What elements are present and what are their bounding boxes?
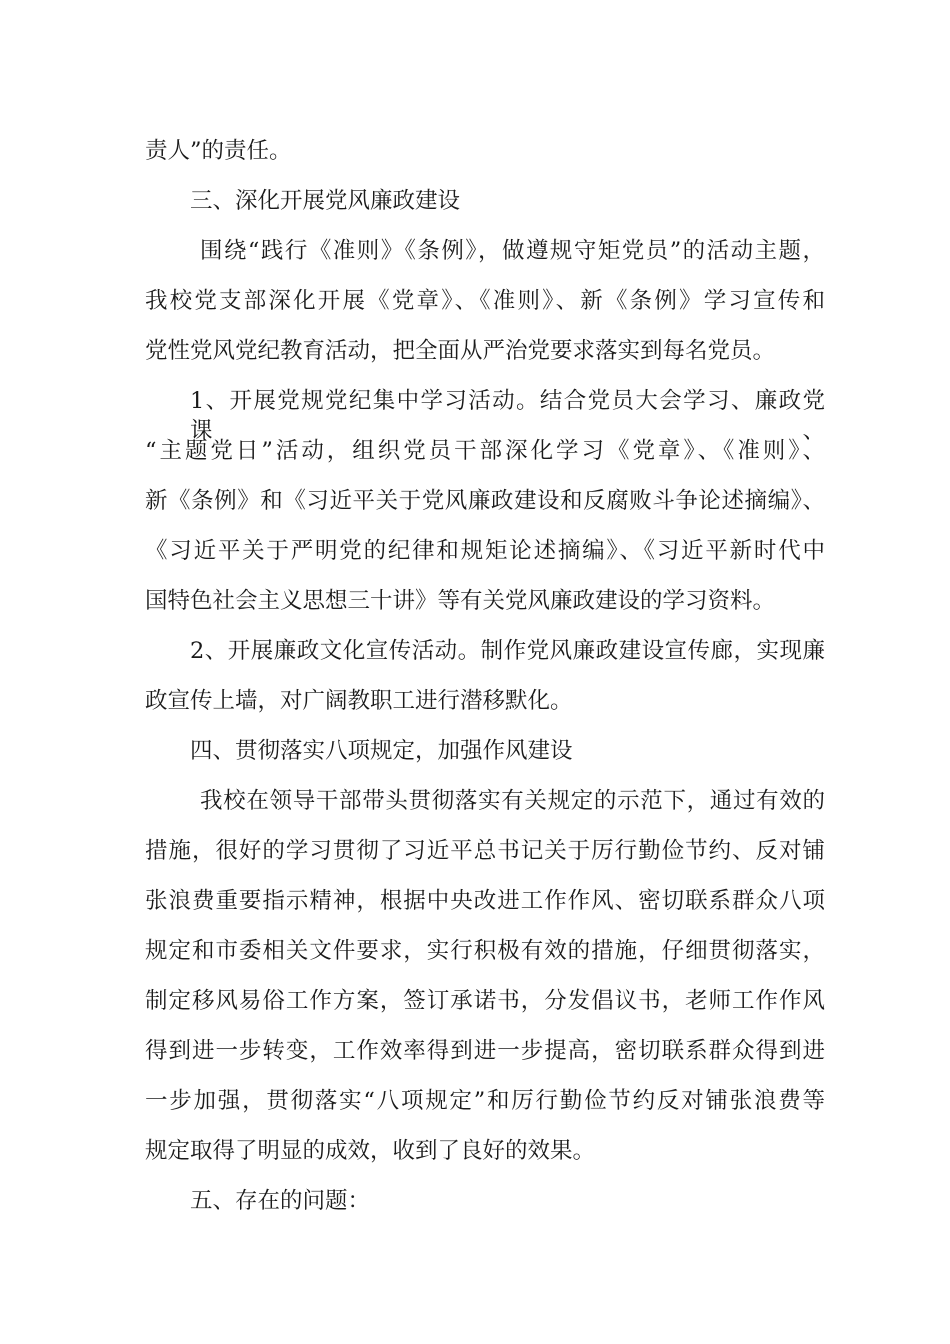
section-heading-3: 三、深化开展党风廉政建设 [190, 188, 461, 214]
text-line-18: 制定移风易俗工作方案，签订承诺书，分发倡议书，老师工作作风 [145, 988, 825, 1014]
text-line-20: 一步加强，贯彻落实“八项规定”和厉行勤俭节约反对铺张浪费等 [145, 1088, 825, 1114]
text-line-1: 责人”的责任。 [145, 138, 292, 164]
text-line-8: 新《条例》和《习近平关于党风廉政建设和反腐败斗争论述摘编》、 [145, 488, 825, 514]
text-line-12: 政宣传上墙，对广阔教职工进行潜移默化。 [145, 688, 573, 714]
text-line-14: 我校在领导干部带头贯彻落实有关规定的示范下，通过有效的 [200, 788, 825, 814]
text-line-3: 围绕“践行《准则》《条例》，做遵规守矩党员”的活动主题， [200, 238, 825, 264]
text-line-10: 国特色社会主义思想三十讲》等有关党风廉政建设的学习资料。 [145, 588, 776, 614]
text-line-5: 党性党风党纪教育活动，把全面从严治党要求落实到每名党员。 [145, 338, 776, 364]
text-line-21: 规定取得了明显的成效，收到了良好的效果。 [145, 1138, 596, 1164]
text-line-9: 《习近平关于严明党的纪律和规矩论述摘编》、《习近平新时代中 [145, 538, 825, 564]
section-heading-5: 五、存在的问题： [190, 1188, 371, 1214]
text-line-4: 我校党支部深化开展《党章》、《准则》、新《条例》学习宣传和 [145, 288, 825, 314]
text-line-11: 2、开展廉政文化宣传活动。制作党风廉政建设宣传廊，实现廉 [190, 638, 825, 664]
text-line-19: 得到进一步转变，工作效率得到进一步提高，密切联系群众得到进 [145, 1038, 825, 1064]
text-line-17: 规定和市委相关文件要求，实行积极有效的措施，仔细贯彻落实， [145, 938, 825, 964]
section-heading-4: 四、贯彻落实八项规定，加强作风建设 [190, 738, 573, 764]
text-line-6: 1、开展党规党纪集中学习活动。结合党员大会学习、廉政党课、 [190, 388, 825, 444]
text-line-16: 张浪费重要指示精神，根据中央改进工作作风、密切联系群众八项 [145, 888, 825, 914]
text-line-7: “主题党日”活动，组织党员干部深化学习《党章》、《准则》、 [145, 438, 825, 464]
text-line-15: 措施，很好的学习贯彻了习近平总书记关于厉行勤俭节约、反对铺 [145, 838, 825, 864]
